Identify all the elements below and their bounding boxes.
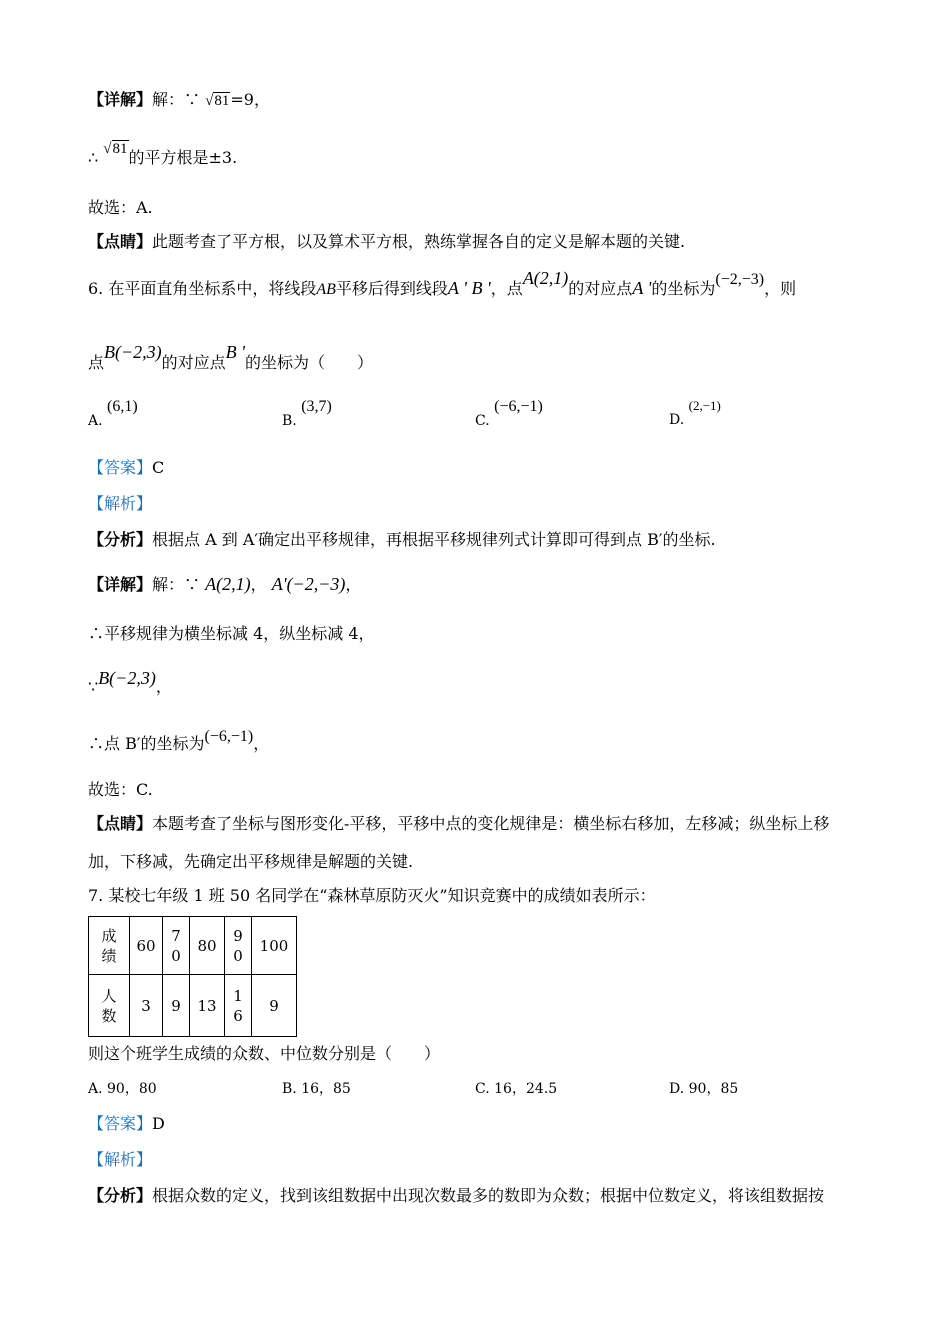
q6-line2: 点B(−2,3)的对应点B '的坐标为（ ） <box>88 342 374 372</box>
q7-option-d[interactable]: D. 90，85 <box>669 1081 739 1097</box>
q7-option-a[interactable]: A. 90，80 <box>88 1081 157 1097</box>
q6-option-c[interactable]: C. (−6,−1) <box>475 398 543 429</box>
detail-line-sqrt81: 【详解】解：∵ √81=9， <box>88 90 270 109</box>
table-cell: 1 6 <box>225 975 252 1037</box>
q6-option-d[interactable]: D. (2,−1) <box>669 398 721 428</box>
sqrt-81-2: √81 <box>103 141 128 157</box>
table-cell: 3 <box>130 975 163 1037</box>
table-cell: 成 绩 <box>89 917 130 975</box>
q7-fenxi: 【分析】根据众数的定义，找到该组数据中出现次数最多的数即为众数；根据中位数定义，将该组数据按 <box>88 1186 825 1205</box>
q7-option-b[interactable]: B. 16，85 <box>282 1081 351 1097</box>
table-cell: 100 <box>252 917 297 975</box>
q6-fenxi: 【分析】根据点 A 到 A′确定出平移规律，再根据平移规律列式计算即可得到点 B′的坐标. <box>88 530 716 549</box>
q6-line1: 6. 在平面直角坐标系中，将线段AB平移后得到线段A ' B '，点A(2,1)的对应点A '的坐标为(−2,−3)，则 <box>88 268 797 298</box>
q6-choose: 故选：C. <box>88 780 153 799</box>
table-cell: 60 <box>130 917 163 975</box>
q6-detail4: ∴点 B′的坐标为(−6,−1)， <box>88 728 270 753</box>
q7-answer: 【答案】D <box>88 1114 165 1133</box>
table-cell: 9 0 <box>225 917 252 975</box>
table-cell: 人 数 <box>89 975 130 1037</box>
table-row <box>89 975 297 1037</box>
q6-answer: 【答案】C <box>88 458 165 477</box>
therefore-line-sqrt81: ∴ √81的平方根是±3. <box>88 141 238 167</box>
q6-detail2: ∴平移规律为横坐标减 4，纵坐标减 4， <box>88 624 375 643</box>
q7-jiexi: 【解析】 <box>88 1150 153 1169</box>
q6-dianjing-l1: 【点睛】本题考查了坐标与图形变化-平移，平移中点的变化规律是：横坐标右移加，左移减；纵坐标上移 <box>88 814 830 833</box>
detail-label: 【详解】 <box>88 90 153 109</box>
q6-detail3: ∵B(−2,3)， <box>88 668 172 696</box>
q6-option-b[interactable]: B. (3,7) <box>282 398 332 429</box>
sqrt-81: √81 <box>205 93 230 109</box>
q6-detail1: 【详解】解：∵ A(2,1)， A'(−2,−3)， <box>88 574 362 594</box>
q7-option-c[interactable]: C. 16，24.5 <box>475 1081 558 1097</box>
q7-score-table <box>88 916 297 1037</box>
table-cell: 7 0 <box>163 917 190 975</box>
dianjing-1: 【点睛】此题考查了平方根，以及算术平方根，熟练掌握各自的定义是解本题的关键. <box>88 232 686 251</box>
choose-a: 故选：A. <box>88 198 153 217</box>
table-cell: 9 <box>252 975 297 1037</box>
q6-jiexi: 【解析】 <box>88 494 153 513</box>
q6-dianjing-l2: 加，下移减，先确定出平移规律是解题的关键. <box>88 852 414 871</box>
table-cell: 80 <box>190 917 225 975</box>
table-cell: 9 <box>163 975 190 1037</box>
q7-question: 则这个班学生成绩的众数、中位数分别是（ ） <box>88 1044 441 1063</box>
table-cell: 13 <box>190 975 225 1037</box>
q7-intro: 7. 某校七年级 1 班 50 名同学在“森林草原防灭火”知识竞赛中的成绩如表所示： <box>88 886 656 905</box>
q6-option-a[interactable]: A. (6,1) <box>88 398 138 429</box>
table-row <box>89 917 297 975</box>
